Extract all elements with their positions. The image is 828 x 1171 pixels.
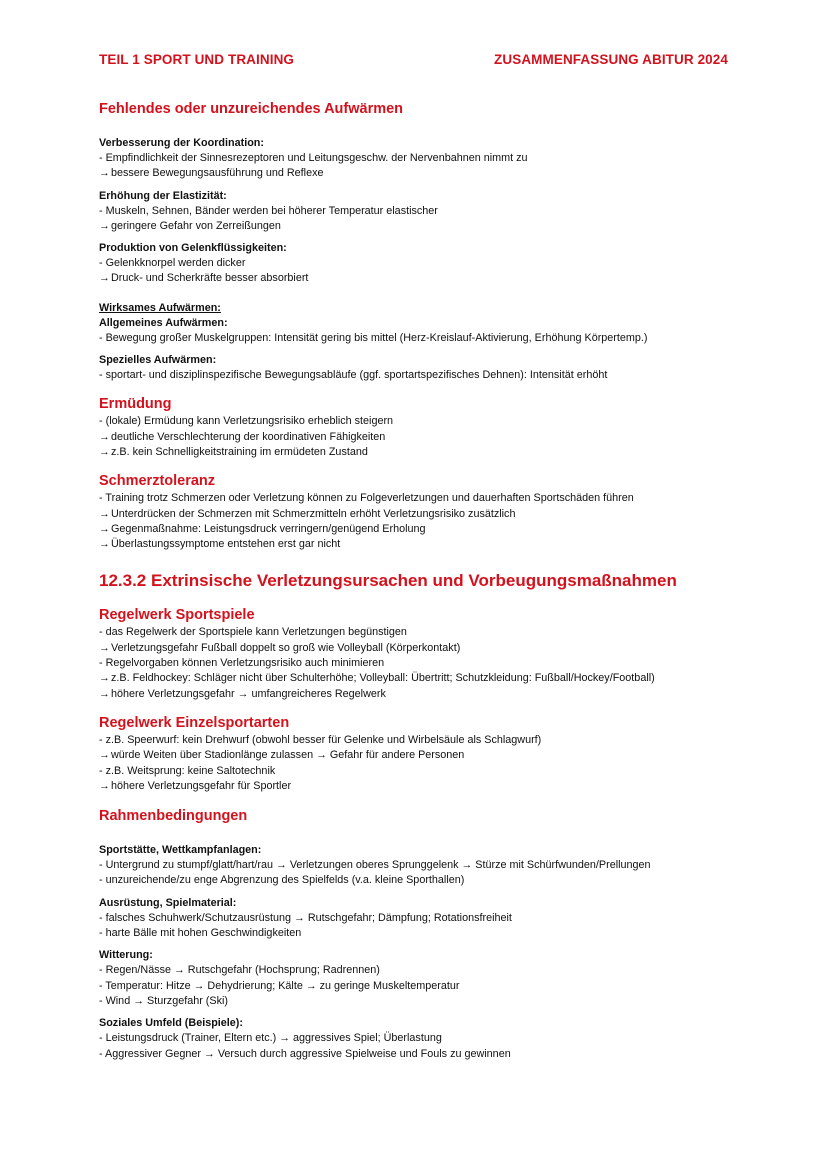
arrow-line-text: höhere Verletzungsgefahr für Sportler <box>111 779 292 792</box>
arrow-right-icon: → <box>99 522 110 535</box>
subheading: Erhöhung der Elastizität: <box>99 189 227 202</box>
text-line: - Bewegung großer Muskelgruppen: Intensität gering bis mittel (Herz-Kreislauf-Aktivierung, Erhöhung Körpertemp.) <box>99 331 648 344</box>
section-heading: Rahmenbedingungen <box>99 808 248 825</box>
arrow-line <box>99 166 739 181</box>
text-line: - falsches Schuhwerk/Schutzausrüstung → Rutschgefahr; Dämpfung; Rotationsfreiheit <box>99 911 512 924</box>
text-line: - Aggressiver Gegner → Versuch durch aggressive Spielweise und Fouls zu gewinnen <box>99 1047 511 1060</box>
arrow-line-text: Druck- und Scherkräfte besser absorbiert <box>111 272 309 285</box>
subheading: Verbesserung der Koordination: <box>99 137 264 149</box>
section-heading: Ermüdung <box>99 396 172 413</box>
subheading: Ausrüstung, Spielmaterial: <box>99 896 237 909</box>
text-line: - Empfindlichkeit der Sinnesrezeptoren und Leitungsgeschw. der Nervenbahnen nimmt zu <box>99 152 528 164</box>
arrow-line-text: z.B. Feldhockey: Schläger nicht über Schulterhöhe; Volleyball: Übertritt; Schutzkleidung: Fußball/Hockey/Football) <box>111 672 655 685</box>
section-heading: Schmerztoleranz <box>99 473 216 490</box>
text-line: - Wind → Sturzgefahr (Ski) <box>99 994 228 1007</box>
text-line: - unzureichende/zu enge Abgrenzung des Spielfelds (v.a. kleine Sporthallen) <box>99 874 465 887</box>
arrow-right-icon: → <box>99 538 110 551</box>
arrow-right-icon: → <box>99 641 110 654</box>
subheading: Sportstätte, Wettkampfanlagen: <box>99 844 262 857</box>
text-line: - (lokale) Ermüdung kann Verletzungsrisiko erheblich steigern <box>99 415 394 428</box>
arrow-line-text: würde Weiten über Stadionlänge zulassen → Gefahr für andere Personen <box>111 749 465 762</box>
arrow-line <box>99 219 739 234</box>
text-line: - Temperatur: Hitze → Dehydrierung; Kälte → zu geringe Muskeltemperatur <box>99 979 460 992</box>
arrow-line-text: Verletzungsgefahr Fußball doppelt so groß wie Volleyball (Körperkontakt) <box>111 641 461 654</box>
arrow-line-text: Gegenmaßnahme: Leistungsdruck verringern/genügend Erholung <box>111 522 426 535</box>
arrow-right-icon: → <box>99 219 110 232</box>
chapter-heading: 12.3.2 Extrinsische Verletzungsursachen und Vorbeugungsmaßnahmen <box>99 571 677 591</box>
arrow-line-text: höhere Verletzungsgefahr → umfangreicheres Regelwerk <box>111 687 386 700</box>
arrow-line <box>99 748 739 763</box>
text-line: - z.B. Speerwurf: kein Drehwurf (obwohl besser für Gelenke und Wirbelsäule als Schlagwurf) <box>99 733 542 746</box>
arrow-right-icon: → <box>99 687 110 700</box>
subheading: Produktion von Gelenkflüssigkeiten: <box>99 242 287 255</box>
text-line: - harte Bälle mit hohen Geschwindigkeiten <box>99 927 302 940</box>
arrow-line <box>99 687 739 702</box>
text-line: - Untergrund zu stumpf/glatt/hart/rau → Verletzungen oberes Sprunggelenk → Stürze mit Schürfwunden/Prellungen <box>99 859 651 872</box>
arrow-line <box>99 522 739 537</box>
subheading: Soziales Umfeld (Beispiele): <box>99 1017 243 1030</box>
text-line: - Leistungsdruck (Trainer, Eltern etc.) → aggressives Spiel; Überlastung <box>99 1032 442 1045</box>
header-left-title: TEIL 1 SPORT UND TRAINING <box>99 52 295 67</box>
arrow-line <box>99 271 739 286</box>
arrow-line <box>99 507 739 522</box>
document-body <box>99 100 739 1062</box>
arrow-line <box>99 445 739 460</box>
text-line: - Muskeln, Sehnen, Bänder werden bei höherer Temperatur elastischer <box>99 204 438 217</box>
arrow-line-text: geringere Gefahr von Zerreißungen <box>111 219 281 232</box>
text-line: - sportart- und disziplinspezifische Bewegungsabläufe (ggf. sportartspezifisches Dehnen): Intensität erhöht <box>99 369 608 382</box>
arrow-right-icon: → <box>99 272 110 285</box>
arrow-line <box>99 779 739 794</box>
arrow-line-text: z.B. kein Schnelligkeitstraining im ermüdeten Zustand <box>111 445 368 458</box>
text-line: - Regelvorgaben können Verletzungsrisiko auch minimieren <box>99 657 385 670</box>
text-line: - Regen/Nässe → Rutschgefahr (Hochsprung; Radrennen) <box>99 964 380 977</box>
arrow-line <box>99 430 739 445</box>
arrow-right-icon: → <box>99 672 110 685</box>
section-heading: Regelwerk Sportspiele <box>99 607 255 624</box>
text-line: - Training trotz Schmerzen oder Verletzung können zu Folgeverletzungen und dauerhaften Sportschäden führen <box>99 492 634 505</box>
subheading: Allgemeines Aufwärmen: <box>99 316 228 329</box>
section-heading: Regelwerk Einzelsportarten <box>99 714 290 731</box>
arrow-right-icon: → <box>99 445 110 458</box>
header-right-title: ZUSAMMENFASSUNG ABITUR 2024 <box>494 52 728 67</box>
text-line: - das Regelwerk der Sportspiele kann Verletzungen begünstigen <box>99 626 407 639</box>
arrow-line-text: Überlastungssymptome entstehen erst gar nicht <box>111 538 341 551</box>
arrow-line-text: deutliche Verschlechterung der koordinativen Fähigkeiten <box>111 430 386 443</box>
arrow-right-icon: → <box>99 167 110 180</box>
arrow-line-text: Unterdrücken der Schmerzen mit Schmerzmitteln erhöht Verletzungsrisiko zusätzlich <box>111 507 516 520</box>
arrow-line <box>99 671 739 686</box>
subheading-underlined: Wirksames Aufwärmen: <box>99 301 221 314</box>
arrow-right-icon: → <box>99 749 110 762</box>
subheading: Witterung: <box>99 949 153 962</box>
arrow-right-icon: → <box>99 430 110 443</box>
section-heading: Fehlendes oder unzureichendes Aufwärmen <box>99 101 404 117</box>
arrow-line <box>99 641 739 656</box>
arrow-right-icon: → <box>99 779 110 792</box>
arrow-line <box>99 537 739 552</box>
text-line: - Gelenkknorpel werden dicker <box>99 257 246 270</box>
arrow-right-icon: → <box>99 507 110 520</box>
text-line: - z.B. Weitsprung: keine Saltotechnik <box>99 764 276 777</box>
subheading: Spezielles Aufwärmen: <box>99 354 217 367</box>
arrow-line-text: bessere Bewegungsausführung und Reflexe <box>111 167 324 180</box>
